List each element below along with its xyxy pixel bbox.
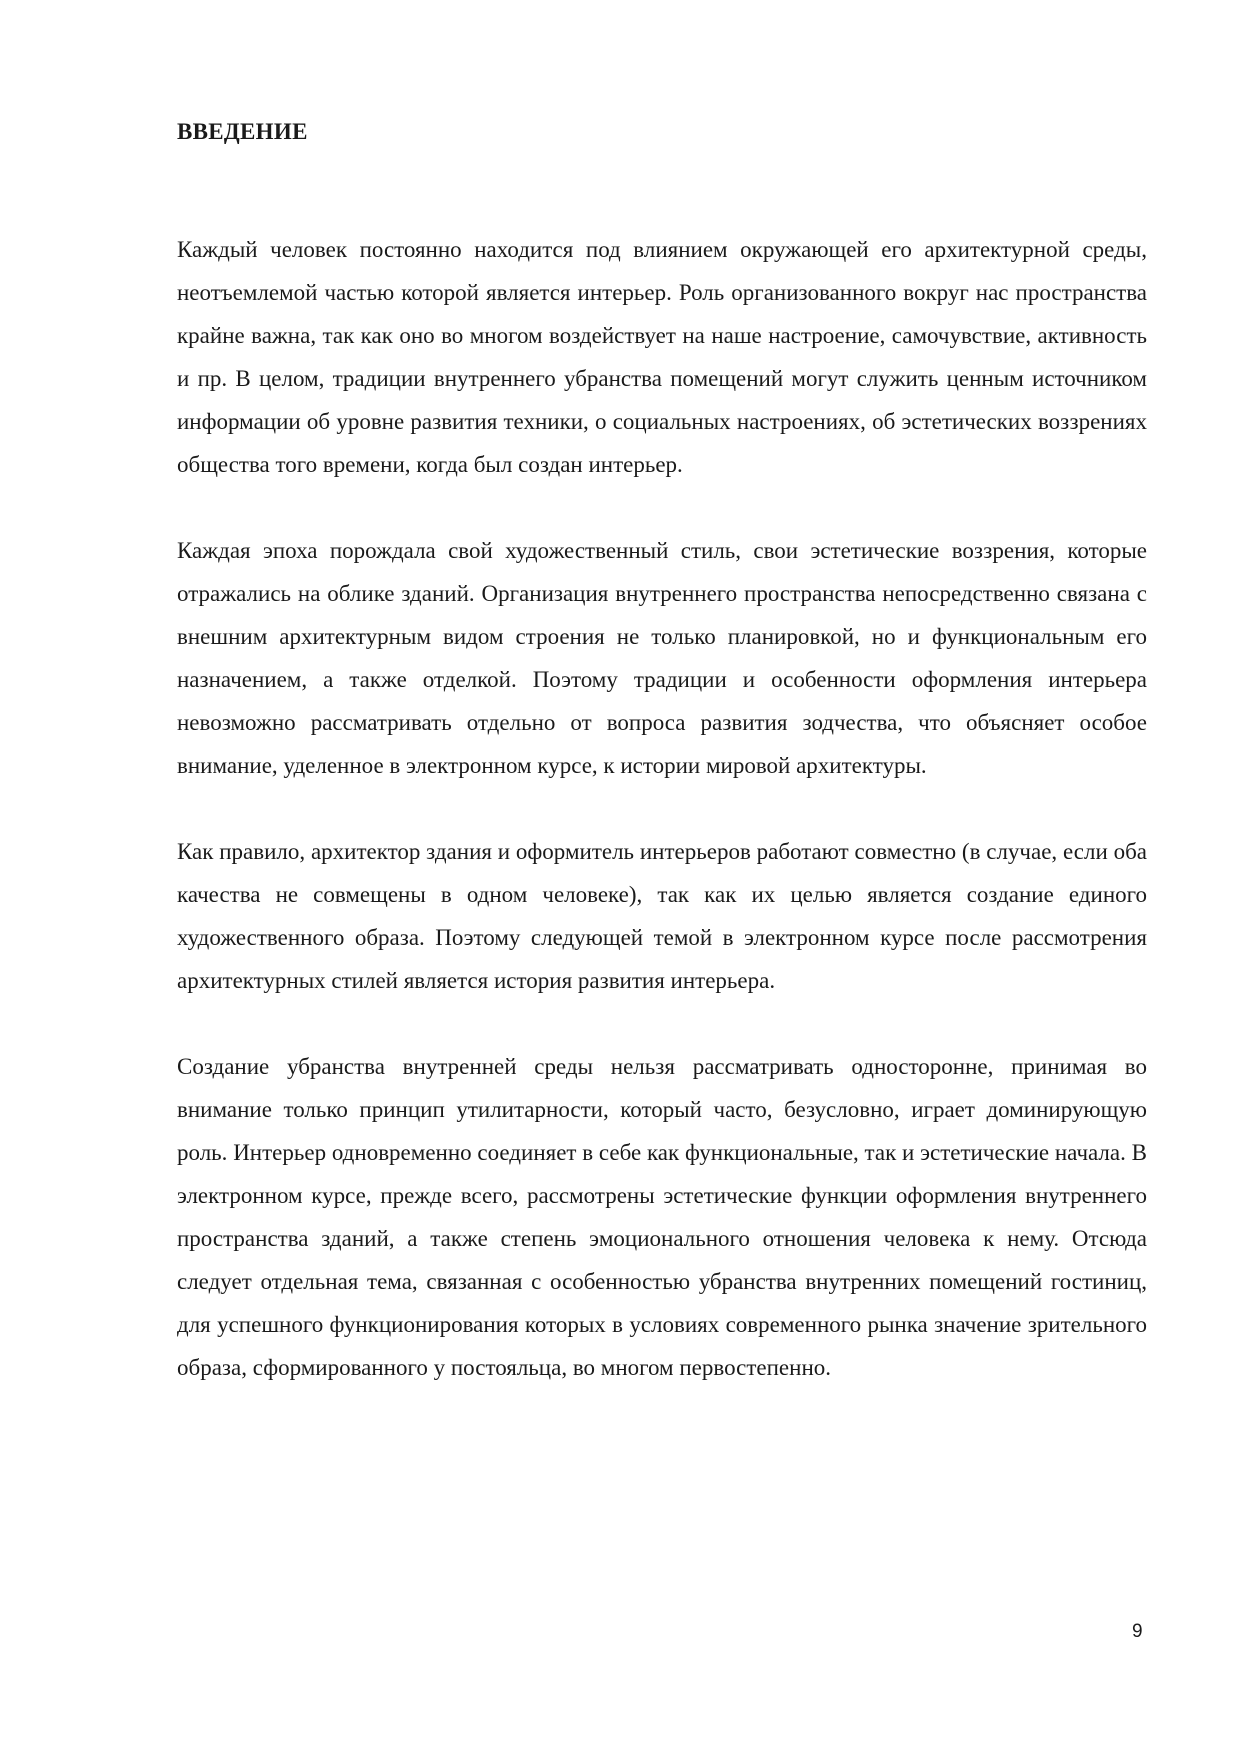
paragraph-2: Каждая эпоха порождала свой художественный стиль, свои эстетические воззрения, которые отражались на облике зданий. Организация внутреннего пространства непосредственно связана с внешним архитектурным видом строения не только планировкой, но и функциональным его назначением, а также отделкой. Поэтому традиции и особенности оформления интерьера невозможно рассматривать отдельно от вопроса развития зодчества, что объясняет особое внимание, уделенное в электронном курсе, к истории мировой архитектуры. [177,538,1147,778]
paragraph-1: Каждый человек постоянно находится под влиянием окружающей его архитектурной среды, неотъемлемой частью которой является интерьер. Роль организованного вокруг нас пространства крайне важна, так как оно во многом воздействует на наше настроение, самочувствие, активность и пр. В целом, традиции внутреннего убранства помещений могут служить ценным источником информации об уровне развития техники, о социальных настроениях, об эстетических воззрениях общества того времени, когда был создан интерьер. [177,237,1147,477]
section-heading: ВВЕДЕНИЕ [177,119,308,144]
body-text [177,228,1147,1432]
paragraph-3: Как правило, архитектор здания и оформитель интерьеров работают совместно (в случае, если оба качества не совмещены в одном человеке), так как их целью является создание единого художественного образа. Поэтому следующей темой в электронном курсе после рассмотрения архитектурных стилей является история развития интерьера. [177,839,1147,993]
paragraph-4: Создание убранства внутренней среды нельзя рассматривать односторонне, принимая во внимание только принцип утилитарности, который часто, безусловно, играет доминирующую роль. Интерьер одновременно соединяет в себе как функциональные, так и эстетические начала. В электронном курсе, прежде всего, рассмотрены эстетические функции оформления внутреннего пространства зданий, а также степень эмоционального отношения человека к нему. Отсюда следует отдельная тема, связанная с особенностью убранства внутренних помещений гостиниц, для успешного функционирования которых в условиях современного рынка значение зрительного образа, сформированного у постояльца, во многом первостепенно. [177,1054,1147,1380]
page-number: 9 [1132,1621,1143,1642]
